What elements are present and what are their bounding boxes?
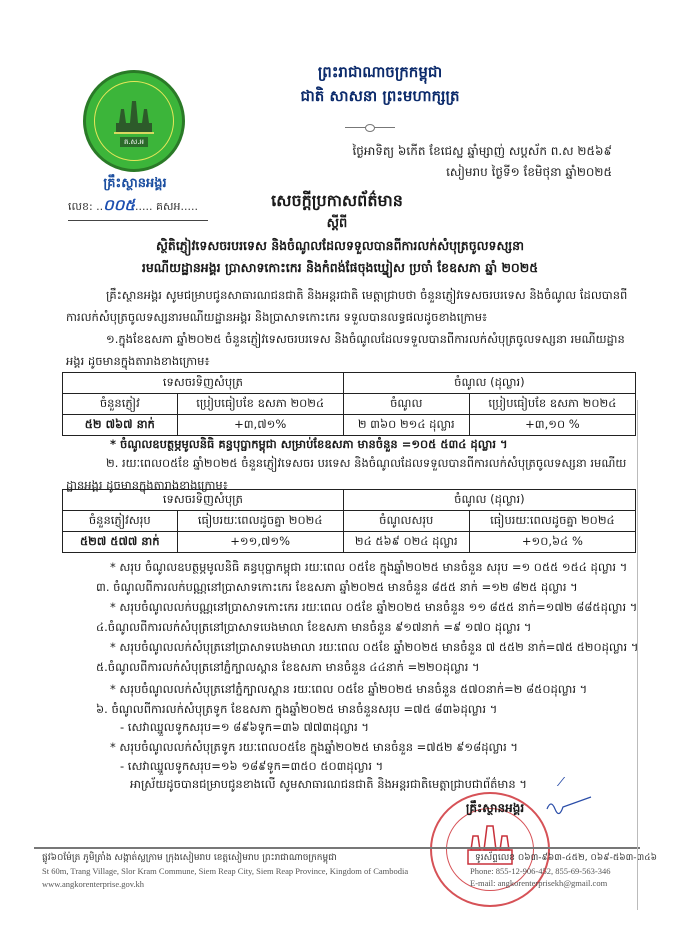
ornament-divider <box>345 124 395 132</box>
list-item: * សរុបចំណូលលក់សំបុត្រនៅភ្នំក្បាលស្ពាន រយៈពេល ០៥ខែ ឆ្នាំ២០២៥ មានចំនួន ៥៧០នាក់=២ ៨៥០ដុល្លារ ។ <box>110 682 588 696</box>
footer-address-kh: ផ្លូវ៦០ម៉ែត្រ ភូមិត្រាំង សង្កាត់ស្លក្រាម ក្រុងសៀមរាប ខេត្តសៀមរាប ព្រះរាជាណាចក្រកម្ពុជា <box>42 853 337 863</box>
table-cell: ៥២ ៧៦៧ នាក់ <box>63 415 178 436</box>
table-row <box>63 532 636 553</box>
column-header: ចំណូល <box>343 394 469 415</box>
column-header: ប្រៀបធៀបខែ ឧសភា ២០២៤ <box>469 394 635 415</box>
national-motto: ជាតិ សាសនា ព្រះមហាក្សត្រ <box>300 87 460 105</box>
table-cell: +១០,៦៤ % <box>469 532 635 553</box>
table-cell: +៣,៧១% <box>177 415 343 436</box>
table-header-row <box>63 394 636 415</box>
section-1-text: ១.ក្នុងខែឧសភា ឆ្នាំ២០២៥ ចំនួនភ្ញៀវទេសចរបរទេស និងចំណូលដែលទទួលបានពីការលក់សំបុត្រចូលទស្សនា រមណីយដ្ឋានអង្គរ ដូចមានក្នុងតារាងខាងក្រោម៖ <box>66 332 625 368</box>
column-header: ប្រៀបធៀបខែ ឧសភា ២០២៤ <box>177 394 343 415</box>
list-item: - សេវាឈ្នួលទូកសរុប=១៦ ១៨៩ទូក=៣៥០ ៥០៣ដុល្លារ ។ <box>120 759 384 773</box>
column-header: ចំណូលសរុប <box>343 511 469 532</box>
table-cell: +១១,៧១% <box>177 532 343 553</box>
column-header: ចំនួនភ្ញៀវសរុប <box>63 511 178 532</box>
section-1-note: * ចំណូលឧបត្ថម្ភមូលនិធិ គន្ធបុប្ផាកម្ពុជា សម្រាប់ខែឧសភា មានចំនួន =១០៥ ៥៣៤ ដុល្លារ ។ <box>110 437 508 451</box>
document-title: សេចក្តីប្រកាសព័ត៌មាន <box>271 191 403 210</box>
group-header: ចំណូល (ដុល្លារ) <box>343 490 635 511</box>
list-item: - សេវាឈ្នួលទូកសរុប=១ ៨៩៦ទូក=៣៦ ៧៧៣ដុល្លារ ។ <box>120 720 369 734</box>
solar-date: សៀមរាប ថ្ងៃទី១ ខែមិថុនា ឆ្នាំ២០២៥ <box>446 165 612 179</box>
kingdom-title: ព្រះរាជាណាចក្រកម្ពុជា <box>317 63 443 81</box>
page-edge <box>637 400 638 910</box>
column-header: ធៀបរយៈពេលដូចគ្នា ២០២៤ <box>177 511 343 532</box>
group-header: ទេសចរទិញសំបុត្រ <box>63 373 344 394</box>
list-item: * សរុបចំណូលលក់សំបុត្រទូក រយៈពេល០៥ខែ ក្នុងឆ្នាំ២០២៥ មានចំនួន =៧៥២ ៩១៨ដុល្លារ ។ <box>110 740 519 754</box>
table-cell: ២ ៣៦០ ២១៤ ដុល្លារ <box>343 415 469 436</box>
footer-phone-en: Phone: 855-12-906-452, 855-69-563-346 <box>470 866 611 876</box>
list-item: ៦. ចំណូលពីការលក់សំបុត្រទូក ខែឧសភា ក្នុងឆ្នាំ២០២៥ មានចំនួនសរុប =៧៥ ៨៣៦ដុល្លារ ។ <box>96 702 498 716</box>
signature <box>545 795 595 815</box>
heading-line-2: រមណីយដ្ឋានអង្គរ ប្រាសាទកោះកេរ និងកំពង់ផែចុងឃ្នៀស ប្រចាំ ខែឧសភា ឆ្នាំ ២០២៥ <box>141 260 539 275</box>
list-item: ៥.ចំណូលពីការលក់សំបុត្រនៅភ្នំក្បាលស្ពាន ខែឧសភា មានចំនួន ៤៤នាក់ =២២០ដុល្លារ ។ <box>96 660 480 674</box>
document-subtitle: ស្តីពី <box>326 216 348 231</box>
group-header: ចំណូល (ដុល្លារ) <box>343 373 635 394</box>
list-item: * សរុបចំណូលលក់សំបុត្រនៅប្រាសាទបេងមាលា រយៈពេល ០៥ខែ ឆ្នាំ២០២៥ មានចំនួន ៧ ៥៥២ នាក់=៧៥ ៥២០ដុល្លារ ។ <box>110 640 639 654</box>
column-header: ធៀបរយៈពេលដូចគ្នា ២០២៤ <box>469 511 635 532</box>
table-cell: +៣,១០ % <box>469 415 635 436</box>
table-group-header-row <box>63 373 636 394</box>
heading-line-1: ស្ថិតិភ្ញៀវទេសចរបរទេស និងចំណូលដែលទទួលបានពីការលក់សំបុត្រចូលទស្សនា <box>156 238 524 253</box>
temple-icon <box>112 99 156 135</box>
table-cell: ២៤ ៥៦៩ ០២៤ ដុល្លារ <box>343 532 469 553</box>
footer-website[interactable]: www.angkorenterprise.gov.kh <box>42 879 145 889</box>
table-header-row <box>63 511 636 532</box>
kingdom-header <box>230 60 530 108</box>
lunar-date: ថ្ងៃអាទិត្យ ៦កើត ខែជេស្ឋ ឆ្នាំម្សាញ់ សប្តស័ក ព.ស ២៥៦៩ <box>352 144 612 158</box>
logo-plate: គ.ស.អ <box>120 137 148 147</box>
group-header: ទេសចរទិញសំបុត្រ <box>63 490 344 511</box>
section-2-text: ២. រយៈពេល០៥ខែ ឆ្នាំ២០២៥ ចំនួនភ្ញៀវទេសចរ បរទេស និងចំណូលដែលទទួលបានពីការលក់សំបុត្រចូលទស្សនា រមណីយដ្ឋានអង្គរ ដូចមានក្នុងតារាងខាងក្រោម៖ <box>66 456 627 492</box>
five-month-stats-table <box>62 489 636 553</box>
ref-suffix: គសអ <box>156 200 181 213</box>
table-row <box>63 415 636 436</box>
table-group-header-row <box>63 490 636 511</box>
intro-paragraph: គ្រឹះស្ថានអង្គរ សូមជម្រាបជូនសាធារណជនជាតិ និងអន្តរជាតិ មេត្តាជ្រាបថា ចំនួនភ្ញៀវទេសចរបរទេស និងចំណូល ដែលបានពីការលក់សំបុត្រចូលទស្សនារមណីយដ្ឋានអង្គរ និងប្រាសាទកោះកេរ ទទួលបានលទ្ធផលដូចខាងក្រោម៖ <box>66 288 628 324</box>
table-cell: ៥២៧ ៥៧៧ នាក់ <box>63 532 178 553</box>
stamp-label: គ្រឹះស្ថានអង្គរ <box>465 801 525 815</box>
organization-logo <box>83 70 185 172</box>
reference-number: លេខ: ..០០៥..... គសអ..... <box>68 196 208 221</box>
list-item: * សរុប ចំណូលឧបត្ថម្ភមូលនិធិ គន្ធបុប្ផាកម្ពុជា រយៈពេល ០៥ខែ ក្នុងឆ្នាំ២០២៥ មានចំនួន សរុប =១ ០៥៥ ១៥៤ ដុល្លារ ។ <box>110 560 628 574</box>
organization-name: គ្រឹះស្ថានអង្គរ <box>103 176 167 191</box>
list-item: ៤.ចំណូលពីការលក់សំបុត្រនៅប្រាសាទបេងមាលា ខែឧសភា មានចំនួន ៩១៧នាក់ =៩ ១៧០ ដុល្លារ ។ <box>96 620 532 634</box>
closing-statement: អាស្រ័យដូចបានជម្រាបជូនខាងលើ សូមសាធារណជនជាតិ និងអន្តរជាតិមេត្តាជ្រាបជាព័ត៌មាន ។ <box>130 777 527 791</box>
ref-value: ០០៥ <box>103 196 136 214</box>
footer-phone-kh: ទូរស័ព្ទលេខ ០៦៣-៩៦៣-៤៥២, ០៦៩-៥៦៣-៣៤៦ <box>475 853 657 863</box>
footer-divider <box>34 847 640 849</box>
initials: ⁄ <box>560 775 563 789</box>
footer-email[interactable]: E-mail: angkorenterprisekh@gmail.com <box>470 878 608 888</box>
ref-label: លេខ: <box>68 200 93 213</box>
list-item: * សរុបចំណូលលក់បណ្ណនៅប្រាសាទកោះកេរ រយៈពេល ០៥ខែ ឆ្នាំ២០២៥ មានចំនួន ១១ ៨៥៥ នាក់=១៧២ ៨៨៥ដុល្លារ ។ <box>110 600 638 614</box>
list-item: ៣. ចំណូលពីការលក់បណ្ណនៅប្រាសាទកោះកេរ ខែឧសភា ឆ្នាំ២០២៥ មានចំនួន ៨៥៥ នាក់ =១២ ៨២៥ ដុល្លារ ។ <box>96 580 578 594</box>
column-header: ចំនួនភ្ញៀវ <box>63 394 178 415</box>
footer-address-en: St 60m, Trang Village, Slor Kram Commune, Siem Reap City, Siem Reap Province, Kingdom of Cambodia <box>42 866 409 876</box>
monthly-stats-table <box>62 372 636 436</box>
